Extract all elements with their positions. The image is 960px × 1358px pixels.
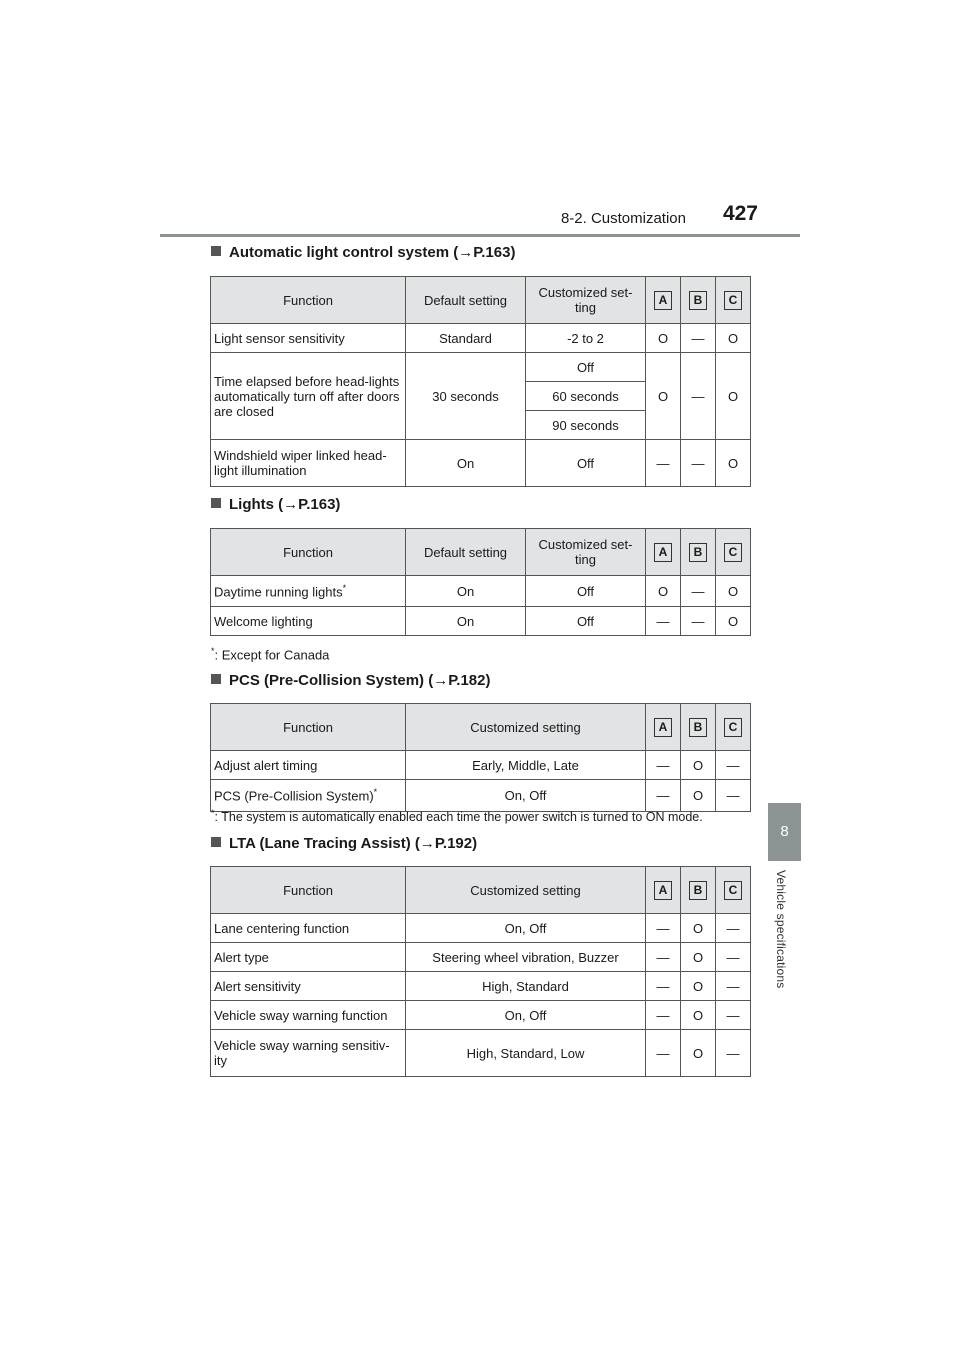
letter-b-icon: B bbox=[689, 718, 707, 737]
table-row: PCS (Pre-Collision System)* On, Off — O — bbox=[211, 780, 751, 812]
square-bullet-icon bbox=[211, 246, 221, 256]
col-a bbox=[646, 277, 681, 324]
table-lights bbox=[210, 528, 751, 636]
table-row: Windshield wiper linked head-light illumination On Off — — O bbox=[211, 440, 751, 487]
table-row: Daytime running lights* On Off O — O bbox=[211, 576, 751, 607]
table-row: Lane centering function On, Off — O — bbox=[211, 914, 751, 943]
chapter-label: Vehicle specifications bbox=[774, 870, 788, 989]
square-bullet-icon bbox=[211, 674, 221, 684]
page-number: 427 bbox=[722, 202, 758, 225]
letter-a-icon: A bbox=[654, 881, 672, 900]
footnote-power-switch: *: The system is automatically enabled each time the power switch is turned to ON mode. bbox=[211, 808, 703, 825]
square-bullet-icon bbox=[211, 837, 221, 847]
table-row: Vehicle sway warning function On, Off — O — bbox=[211, 1001, 751, 1030]
table-row: Light sensor sensitivity Standard -2 to 2 O — O bbox=[211, 324, 751, 353]
table-row: Welcome lighting On Off — — O bbox=[211, 607, 751, 636]
table-header-row bbox=[211, 277, 751, 324]
table-row: Alert type Steering wheel vibration, Buzzer — O — bbox=[211, 943, 751, 972]
heading-lta: LTA (Lane Tracing Assist) (→P.192) bbox=[211, 835, 477, 852]
table-automatic-light-control bbox=[210, 276, 751, 487]
heading-pcs: PCS (Pre-Collision System) (→P.182) bbox=[211, 672, 490, 689]
col-customized-setting: Customized set-ting bbox=[526, 277, 646, 324]
letter-b-icon: B bbox=[689, 543, 707, 562]
table-row: 60 seconds bbox=[211, 382, 751, 411]
table-row: Vehicle sway warning sensitiv-ity High, Standard, Low — O — bbox=[211, 1030, 751, 1077]
letter-b-icon: B bbox=[689, 881, 707, 900]
footnote-mark: * bbox=[342, 582, 347, 593]
table-header-row: Function Customized setting A B C bbox=[211, 704, 751, 751]
letter-a-icon: A bbox=[654, 718, 672, 737]
letter-c-icon: C bbox=[724, 718, 742, 737]
page-header bbox=[160, 198, 800, 237]
col-function: Function bbox=[211, 277, 406, 324]
heading-lights: Lights (→P.163) bbox=[211, 496, 340, 513]
table-header-row: Function Customized setting A B C bbox=[211, 867, 751, 914]
letter-b-icon: B bbox=[689, 291, 707, 310]
letter-c-icon: C bbox=[724, 543, 742, 562]
table-row: 90 seconds bbox=[211, 411, 751, 440]
footnote-mark: * bbox=[373, 787, 378, 798]
letter-a-icon: A bbox=[654, 543, 672, 562]
table-header-row: Function Default setting Customized set-ting A B C bbox=[211, 529, 751, 576]
col-c bbox=[716, 277, 751, 324]
letter-a-icon: A bbox=[654, 291, 672, 310]
heading-automatic-light-control: Automatic light control system (→P.163) bbox=[211, 244, 515, 261]
chapter-tab: 8 bbox=[768, 803, 801, 861]
col-default-setting: Default setting bbox=[406, 277, 526, 324]
table-row: Time elapsed before head-lights automatically turn off after doors are closed 30 seconds Off O — O bbox=[211, 353, 751, 382]
square-bullet-icon bbox=[211, 498, 221, 508]
letter-c-icon: C bbox=[724, 291, 742, 310]
section-title: 8-2. Customization bbox=[560, 210, 686, 227]
table-lta bbox=[210, 866, 751, 1077]
table-pcs bbox=[210, 703, 751, 812]
table-row: Adjust alert timing Early, Middle, Late — O — bbox=[211, 751, 751, 780]
col-b bbox=[681, 277, 716, 324]
letter-c-icon: C bbox=[724, 881, 742, 900]
footnote-canada: *: Except for Canada bbox=[211, 646, 330, 663]
table-row: Alert sensitivity High, Standard — O — bbox=[211, 972, 751, 1001]
